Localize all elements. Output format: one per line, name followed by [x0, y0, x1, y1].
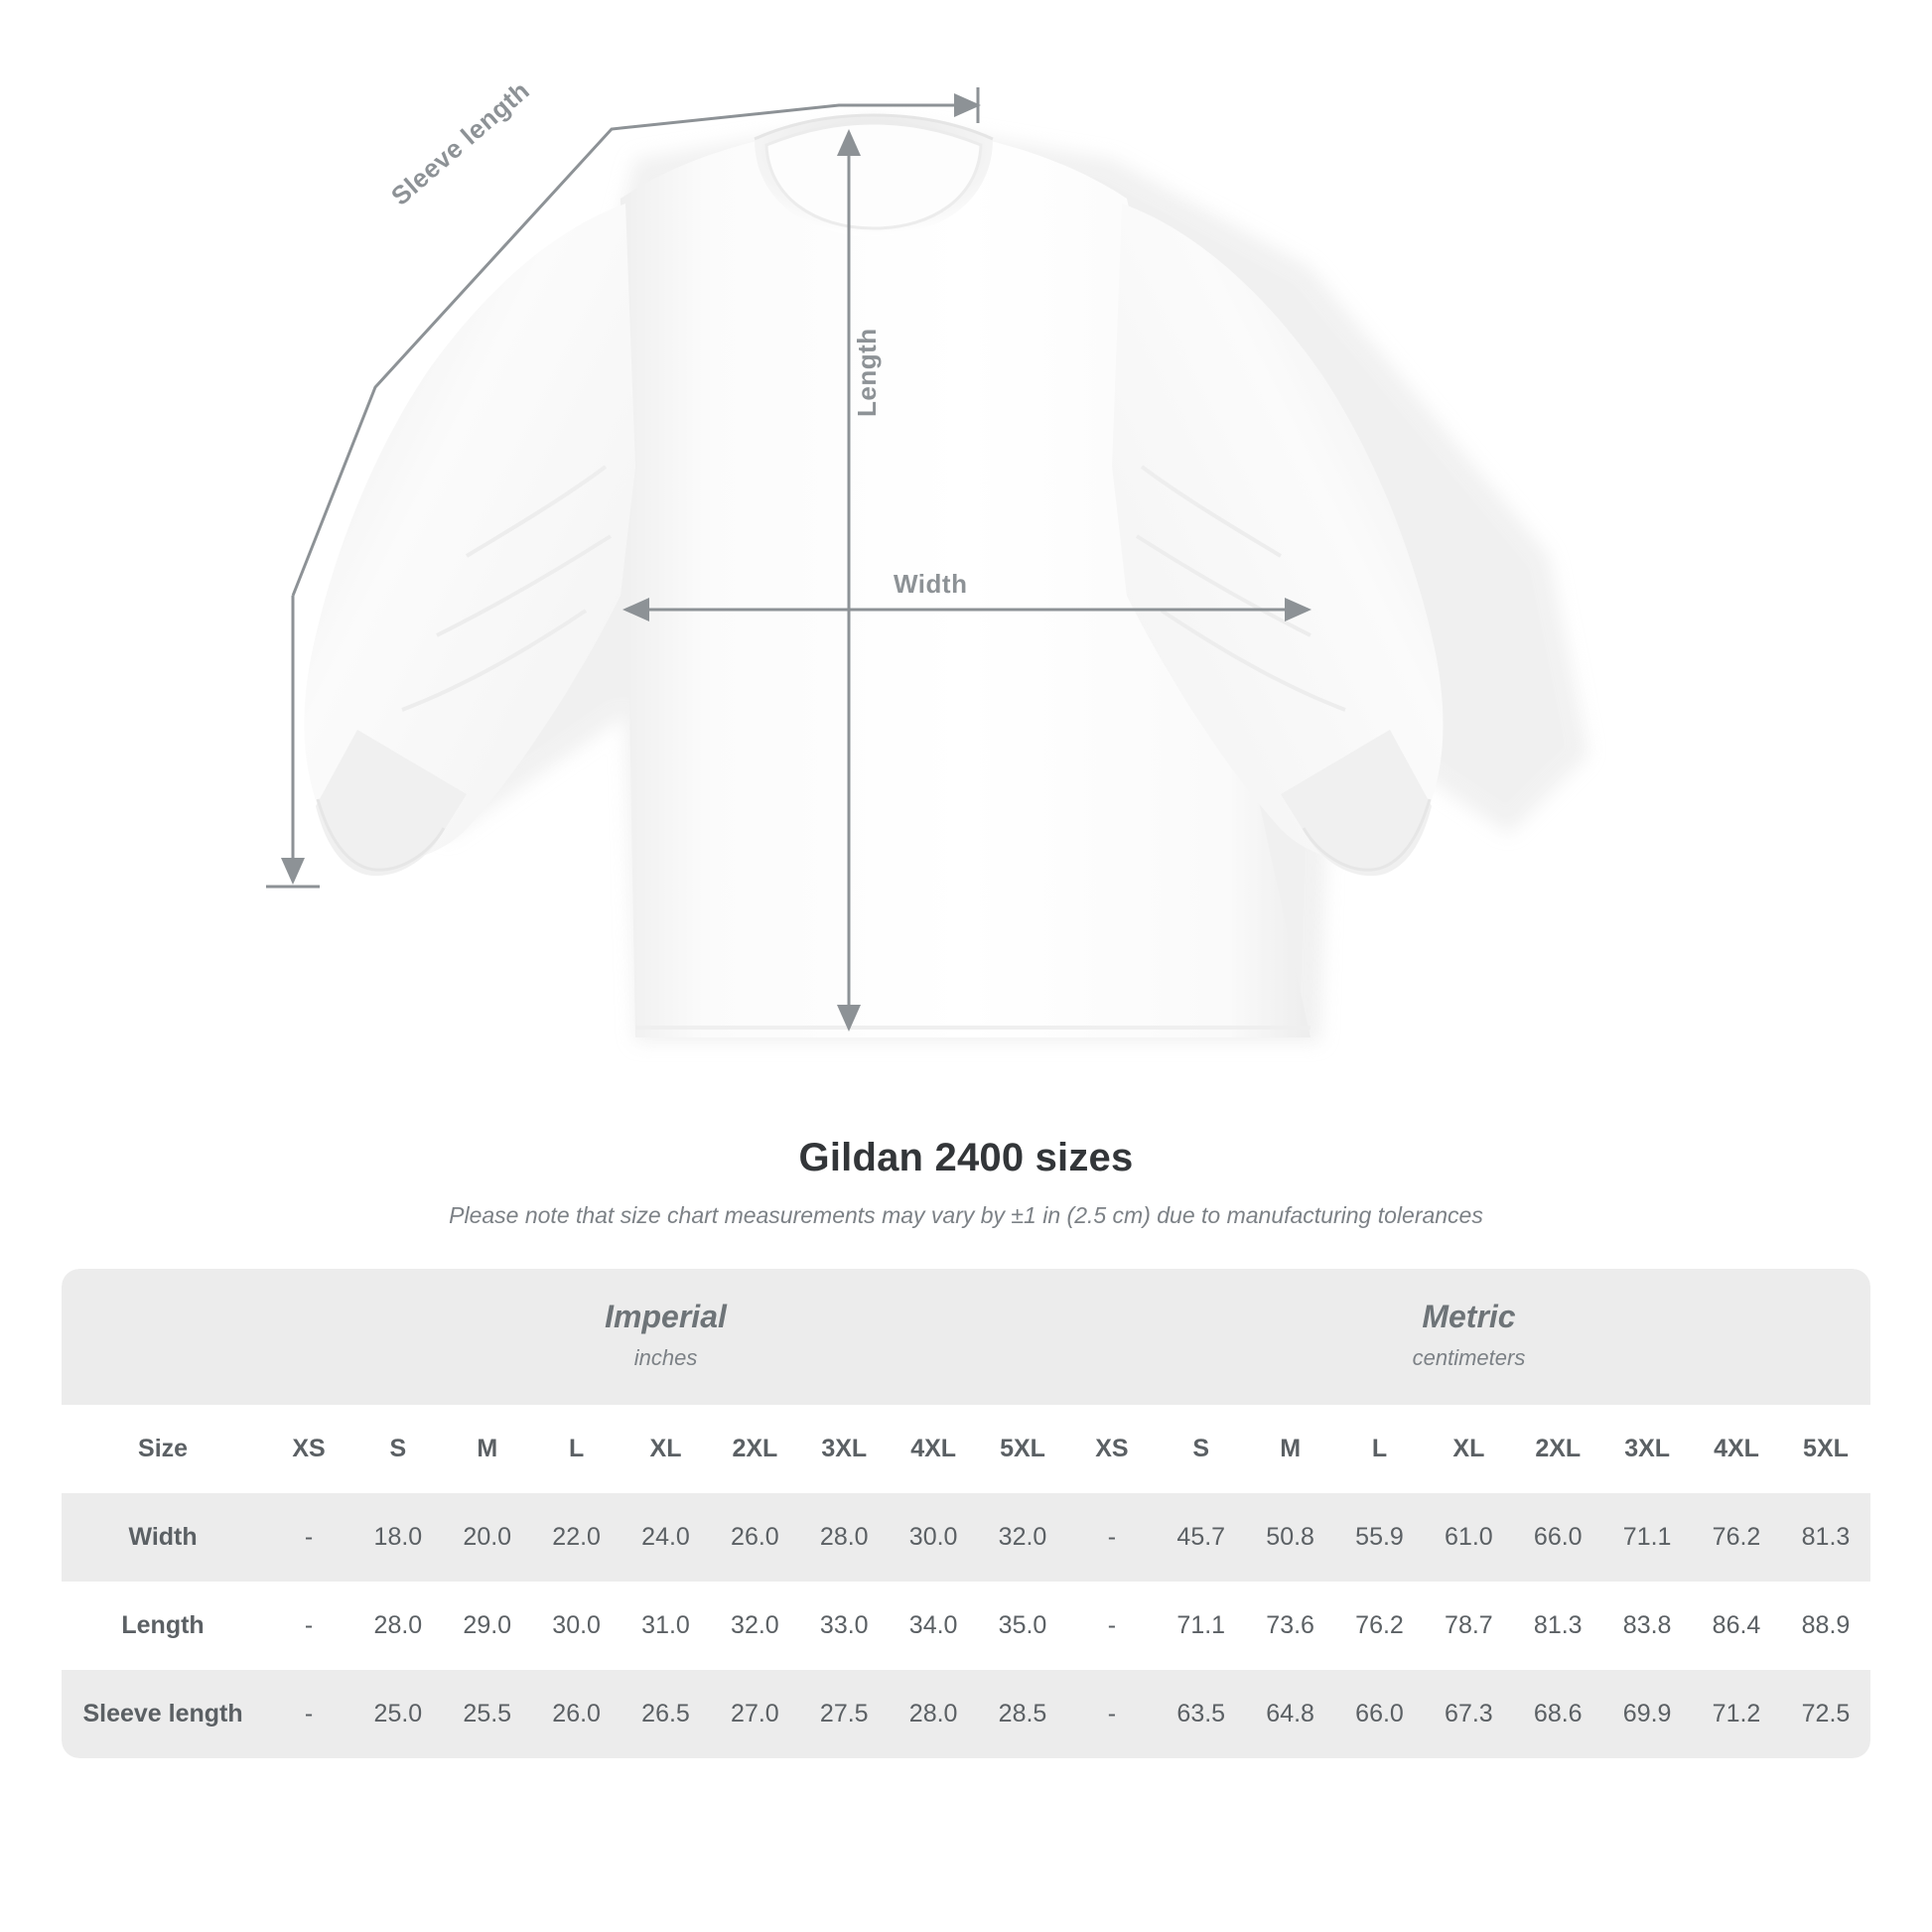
header-size-metric-4xl: 4XL	[1692, 1405, 1781, 1493]
header-size-imperial-m: M	[443, 1405, 532, 1493]
header-size-metric-s: S	[1157, 1405, 1246, 1493]
page-title: Gildan 2400 sizes	[798, 1136, 1134, 1179]
cell-length-imperial-4xl: 34.0	[889, 1582, 978, 1670]
unit-header-spacer	[62, 1269, 264, 1405]
cell-length-imperial-xs: -	[264, 1582, 353, 1670]
cell-length-metric-xs: -	[1067, 1582, 1157, 1670]
cell-length-imperial-s: 28.0	[353, 1582, 443, 1670]
table-row	[62, 1493, 1870, 1582]
cell-sleeve-metric-5xl: 72.5	[1781, 1670, 1870, 1758]
cell-sleeve-imperial-4xl: 28.0	[889, 1670, 978, 1758]
cell-width-metric-2xl: 66.0	[1513, 1493, 1602, 1582]
cell-sleeve-metric-xl: 67.3	[1424, 1670, 1513, 1758]
cell-sleeve-imperial-s: 25.0	[353, 1670, 443, 1758]
unit-imperial-sub: inches	[633, 1345, 698, 1370]
cell-sleeve-metric-l: 66.0	[1335, 1670, 1425, 1758]
cell-width-imperial-4xl: 30.0	[889, 1493, 978, 1582]
page-subtitle: Please note that size chart measurements may vary by ±1 in (2.5 cm) due to manufacturing tolerances	[449, 1202, 1483, 1228]
cell-length-imperial-l: 30.0	[532, 1582, 621, 1670]
size-header-row	[62, 1405, 1870, 1493]
unit-header-imperial	[264, 1269, 1067, 1405]
table-row	[62, 1670, 1870, 1758]
cell-width-metric-3xl: 71.1	[1602, 1493, 1692, 1582]
row-label-width: Width	[62, 1493, 264, 1582]
cell-length-imperial-5xl: 35.0	[978, 1582, 1067, 1670]
header-size-metric-3xl: 3XL	[1602, 1405, 1692, 1493]
cell-sleeve-metric-4xl: 71.2	[1692, 1670, 1781, 1758]
cell-sleeve-metric-2xl: 68.6	[1513, 1670, 1602, 1758]
header-size-imperial-2xl: 2XL	[710, 1405, 799, 1493]
cell-length-imperial-2xl: 32.0	[710, 1582, 799, 1670]
cell-sleeve-imperial-xs: -	[264, 1670, 353, 1758]
header-size-metric-xl: XL	[1424, 1405, 1513, 1493]
title-block	[0, 1136, 1932, 1229]
header-size-metric-5xl: 5XL	[1781, 1405, 1870, 1493]
cell-width-imperial-s: 18.0	[353, 1493, 443, 1582]
cell-length-metric-4xl: 86.4	[1692, 1582, 1781, 1670]
header-size-metric-m: M	[1246, 1405, 1335, 1493]
cell-width-imperial-xs: -	[264, 1493, 353, 1582]
cell-width-metric-s: 45.7	[1157, 1493, 1246, 1582]
cell-width-imperial-l: 22.0	[532, 1493, 621, 1582]
cell-width-imperial-m: 20.0	[443, 1493, 532, 1582]
cell-width-metric-xs: -	[1067, 1493, 1157, 1582]
cell-sleeve-metric-3xl: 69.9	[1602, 1670, 1692, 1758]
cell-length-metric-s: 71.1	[1157, 1582, 1246, 1670]
cell-width-metric-5xl: 81.3	[1781, 1493, 1870, 1582]
cell-sleeve-imperial-l: 26.0	[532, 1670, 621, 1758]
size-table	[62, 1269, 1870, 1758]
header-size-imperial-3xl: 3XL	[799, 1405, 889, 1493]
header-size-imperial-s: S	[353, 1405, 443, 1493]
unit-metric-name: Metric	[1422, 1299, 1516, 1334]
cell-length-metric-m: 73.6	[1246, 1582, 1335, 1670]
header-size-label: Size	[62, 1405, 264, 1493]
cell-width-metric-l: 55.9	[1335, 1493, 1425, 1582]
cell-length-metric-5xl: 88.9	[1781, 1582, 1870, 1670]
dimension-label-sleeve-length: Sleeve length	[385, 74, 536, 211]
row-label-sleeve-length: Sleeve length	[62, 1670, 264, 1758]
header-size-metric-xs: XS	[1067, 1405, 1157, 1493]
header-size-metric-l: L	[1335, 1405, 1425, 1493]
cell-sleeve-metric-m: 64.8	[1246, 1670, 1335, 1758]
dimension-label-width: Width	[894, 569, 968, 599]
unit-header-row	[62, 1269, 1870, 1405]
cell-sleeve-imperial-xl: 26.5	[621, 1670, 711, 1758]
cell-width-metric-xl: 61.0	[1424, 1493, 1513, 1582]
cell-width-imperial-3xl: 28.0	[799, 1493, 889, 1582]
cell-length-imperial-xl: 31.0	[621, 1582, 711, 1670]
row-label-length: Length	[62, 1582, 264, 1670]
cell-sleeve-metric-xs: -	[1067, 1670, 1157, 1758]
header-size-imperial-xl: XL	[621, 1405, 711, 1493]
cell-sleeve-imperial-m: 25.5	[443, 1670, 532, 1758]
cell-length-imperial-3xl: 33.0	[799, 1582, 889, 1670]
unit-imperial-name: Imperial	[605, 1299, 727, 1334]
cell-sleeve-metric-s: 63.5	[1157, 1670, 1246, 1758]
cell-width-imperial-5xl: 32.0	[978, 1493, 1067, 1582]
dimension-label-length: Length	[852, 328, 882, 417]
header-size-imperial-4xl: 4XL	[889, 1405, 978, 1493]
header-size-imperial-l: L	[532, 1405, 621, 1493]
header-size-imperial-5xl: 5XL	[978, 1405, 1067, 1493]
header-size-metric-2xl: 2XL	[1513, 1405, 1602, 1493]
cell-width-metric-m: 50.8	[1246, 1493, 1335, 1582]
cell-width-imperial-xl: 24.0	[621, 1493, 711, 1582]
cell-length-metric-2xl: 81.3	[1513, 1582, 1602, 1670]
cell-sleeve-imperial-2xl: 27.0	[710, 1670, 799, 1758]
cell-sleeve-imperial-5xl: 28.5	[978, 1670, 1067, 1758]
cell-width-metric-4xl: 76.2	[1692, 1493, 1781, 1582]
header-size-imperial-xs: XS	[264, 1405, 353, 1493]
size-table-wrapper	[62, 1269, 1870, 1758]
cell-length-metric-xl: 78.7	[1424, 1582, 1513, 1670]
cell-width-imperial-2xl: 26.0	[710, 1493, 799, 1582]
table-row	[62, 1582, 1870, 1670]
cell-length-metric-3xl: 83.8	[1602, 1582, 1692, 1670]
unit-metric-sub: centimeters	[1412, 1345, 1526, 1370]
cell-sleeve-imperial-3xl: 27.5	[799, 1670, 889, 1758]
cell-length-metric-l: 76.2	[1335, 1582, 1425, 1670]
unit-header-metric	[1067, 1269, 1870, 1405]
cell-length-imperial-m: 29.0	[443, 1582, 532, 1670]
